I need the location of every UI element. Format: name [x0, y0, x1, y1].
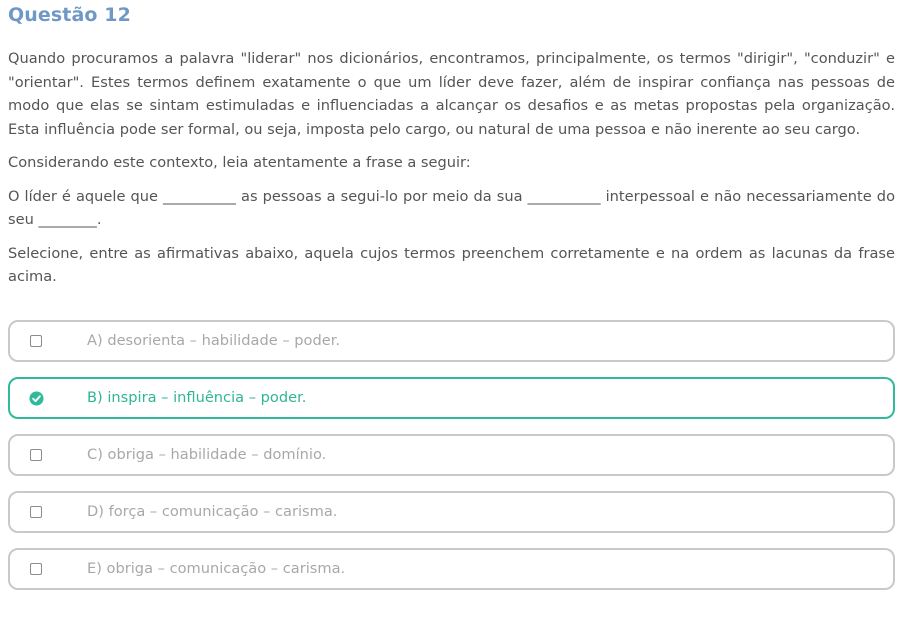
- checkbox-icon[interactable]: [30, 563, 42, 575]
- option-a[interactable]: [8, 320, 895, 362]
- option-b-label: B) inspira – influência – poder.: [87, 389, 307, 406]
- check-circle-icon[interactable]: [29, 391, 44, 406]
- question-paragraph-context: Quando procuramos a palavra "liderar" nos dicionários, encontramos, principalmente, os termos "dirigir", "conduzir" e "orientar". Estes termos definem exatamente o que um líder deve fazer, além de inspirar confiança nas pessoas de modo que elas se sintam estimuladas e influenciadas a alcançar os desafios e as metas propostas pela organização. Esta influência pode ser formal, ou seja, imposta pelo cargo, ou natural de uma pessoa e não inerente ao seu cargo.: [8, 50, 895, 138]
- checkbox-icon[interactable]: [30, 449, 42, 461]
- option-b[interactable]: [8, 377, 895, 419]
- question-paragraph-prompt: Selecione, entre as afirmativas abaixo, aquela cujos termos preenchem corretamente e na ordem as lacunas da frase acima.: [8, 244, 895, 285]
- option-d-label: D) força – comunicação – carisma.: [87, 503, 338, 520]
- option-c[interactable]: [8, 434, 895, 476]
- checkbox-icon[interactable]: [30, 506, 42, 518]
- option-e-label: E) obriga – comunicação – carisma.: [87, 560, 346, 577]
- question-paragraph-instruction: Considerando este contexto, leia atentamente a frase a seguir:: [8, 154, 471, 171]
- answer-options: [8, 320, 895, 605]
- question-title: Questão 12: [8, 4, 131, 26]
- option-e[interactable]: [8, 548, 895, 590]
- checkbox-icon[interactable]: [30, 335, 42, 347]
- option-d[interactable]: [8, 491, 895, 533]
- question-paragraph-sentence: O líder é aquele que __________ as pessoas a segui-lo por meio da sua __________ interpessoal e não necessariamente do seu ________.: [8, 187, 895, 228]
- option-a-label: A) desorienta – habilidade – poder.: [87, 332, 340, 349]
- question-body: [8, 47, 895, 299]
- option-c-label: C) obriga – habilidade – domínio.: [87, 446, 327, 463]
